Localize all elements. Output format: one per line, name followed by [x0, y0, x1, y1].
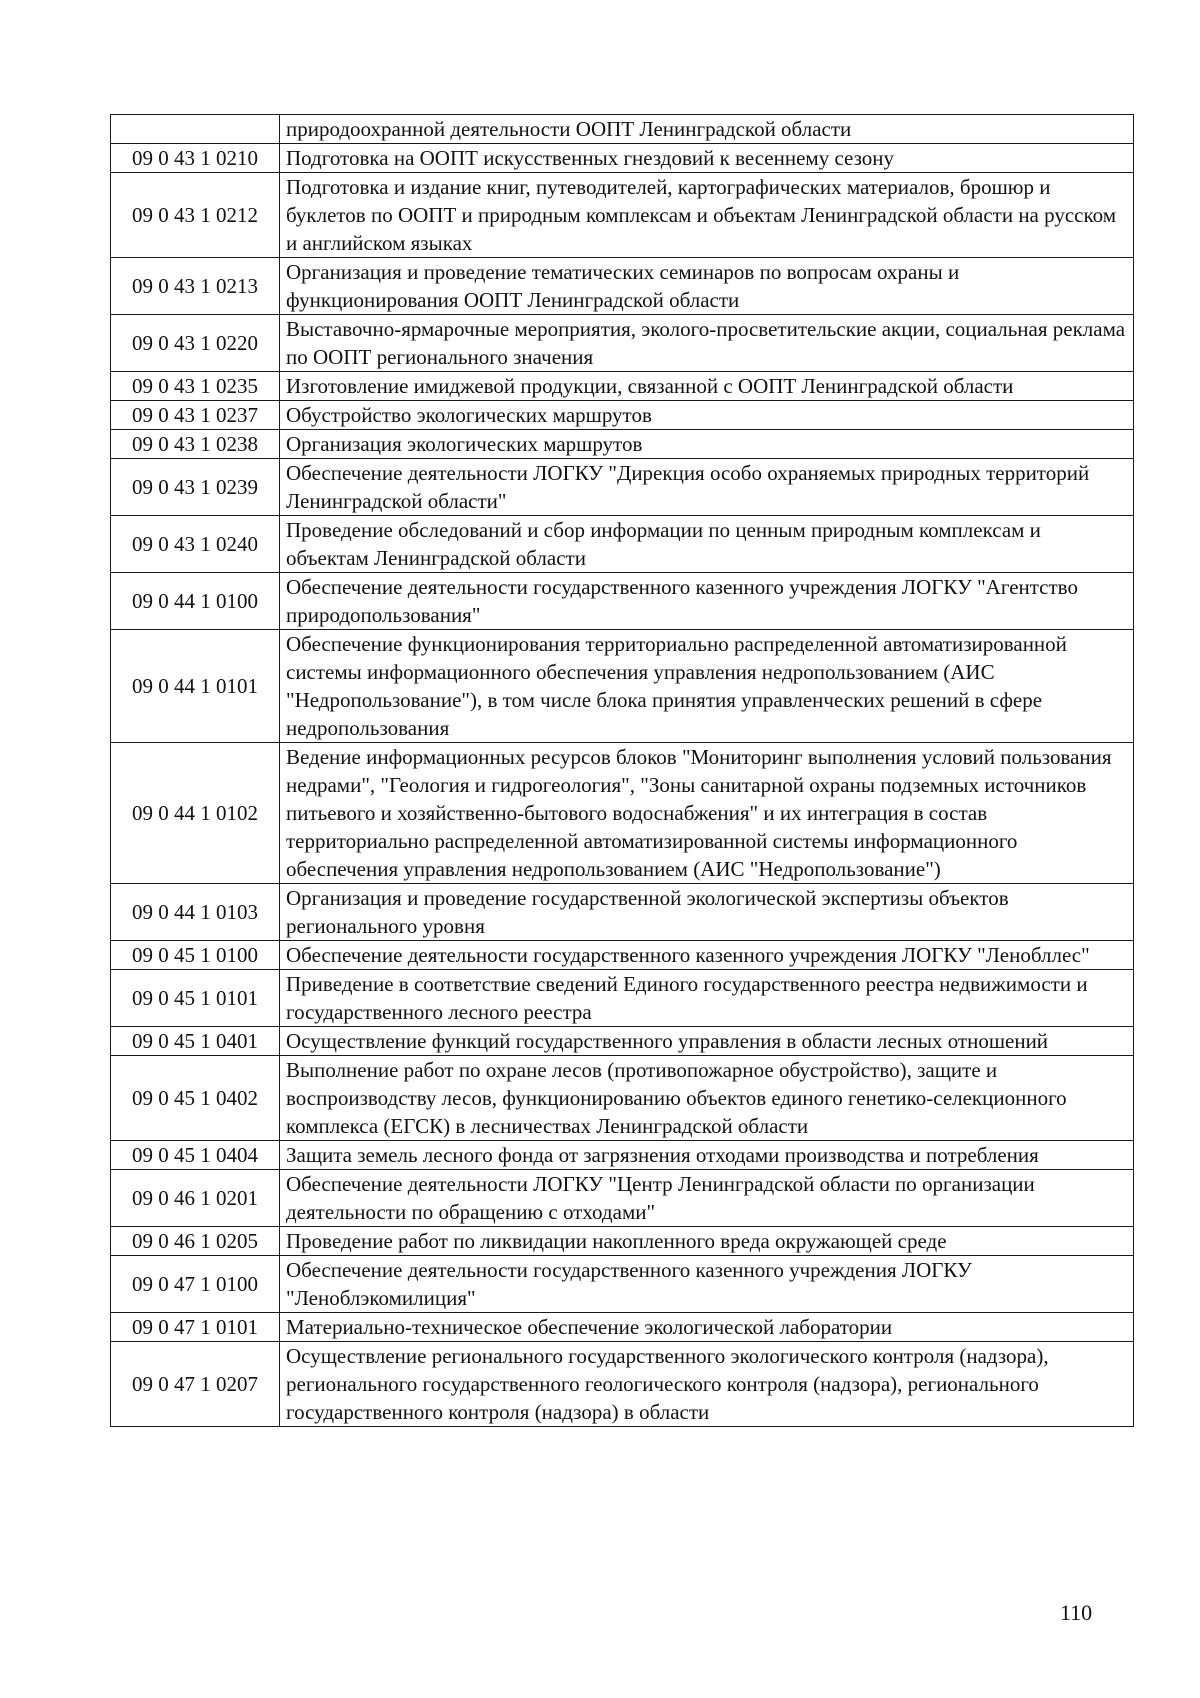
- row-code: 09 0 47 1 0101: [111, 1313, 280, 1342]
- row-code: 09 0 43 1 0220: [111, 315, 280, 372]
- row-description: Ведение информационных ресурсов блоков "Мониторинг выполнения условий пользования недрами", "Геология и гидрогеология", "Зоны санитарной охраны подземных источников питьевого и хозяйственно-бытового водоснабжения" и их интеграция в состав территориально распределенной автоматизированной системы информационного обеспечения управления недропользованием (АИС "Недропользование"): [280, 743, 1134, 884]
- page-number: 110: [1060, 1600, 1093, 1625]
- row-description: природоохранной деятельности ООПТ Ленинградской области: [280, 115, 1134, 144]
- table-row: [111, 1227, 1134, 1256]
- budget-code-table: [110, 114, 1134, 1427]
- row-description: Проведение работ по ликвидации накопленного вреда окружающей среде: [280, 1227, 1134, 1256]
- row-code: 09 0 44 1 0101: [111, 630, 280, 743]
- row-description: Изготовление имиджевой продукции, связанной с ООПТ Ленинградской области: [280, 372, 1134, 401]
- row-code: 09 0 43 1 0210: [111, 144, 280, 173]
- row-description: Обеспечение деятельности ЛОГКУ "Дирекция особо охраняемых природных территорий Ленинградской области": [280, 459, 1134, 516]
- row-code: 09 0 45 1 0101: [111, 970, 280, 1027]
- row-code: 09 0 44 1 0100: [111, 573, 280, 630]
- row-description: Осуществление функций государственного управления в области лесных отношений: [280, 1027, 1134, 1056]
- table-row: [111, 1313, 1134, 1342]
- row-description: Обеспечение деятельности государственного казенного учреждения ЛОГКУ "Агентство природопользования": [280, 573, 1134, 630]
- table-row: [111, 1256, 1134, 1313]
- table-row: [111, 115, 1134, 144]
- table-row: [111, 1056, 1134, 1141]
- row-code: 09 0 47 1 0100: [111, 1256, 280, 1313]
- row-description: Обеспечение деятельности ЛОГКУ "Центр Ленинградской области по организации деятельности по обращению с отходами": [280, 1170, 1134, 1227]
- table-row: [111, 516, 1134, 573]
- table-row: [111, 258, 1134, 315]
- table-row: [111, 573, 1134, 630]
- row-description: Подготовка и издание книг, путеводителей, картографических материалов, брошюр и буклетов по ООПТ и природным комплексам и объектам Ленинградской области на русском и английском языках: [280, 173, 1134, 258]
- row-code: 09 0 46 1 0205: [111, 1227, 280, 1256]
- table-row: [111, 1170, 1134, 1227]
- row-code: 09 0 43 1 0240: [111, 516, 280, 573]
- table-row: [111, 401, 1134, 430]
- row-code: 09 0 44 1 0103: [111, 884, 280, 941]
- row-description: Защита земель лесного фонда от загрязнения отходами производства и потребления: [280, 1141, 1134, 1170]
- row-description: Обеспечение функционирования территориально распределенной автоматизированной системы информационного обеспечения управления недропользованием (АИС "Недропользование"), в том числе блока принятия управленческих решений в сфере недропользования: [280, 630, 1134, 743]
- row-code: 09 0 44 1 0102: [111, 743, 280, 884]
- row-code: 09 0 43 1 0238: [111, 430, 280, 459]
- row-description: Приведение в соответствие сведений Единого государственного реестра недвижимости и государственного лесного реестра: [280, 970, 1134, 1027]
- row-description: Обеспечение деятельности государственного казенного учреждения ЛОГКУ "Леноблэкомилиция": [280, 1256, 1134, 1313]
- row-code: 09 0 45 1 0402: [111, 1056, 280, 1141]
- table-row: [111, 743, 1134, 884]
- table-row: [111, 1141, 1134, 1170]
- row-code: 09 0 43 1 0239: [111, 459, 280, 516]
- row-description: Обеспечение деятельности государственного казенного учреждения ЛОГКУ "Ленобллес": [280, 941, 1134, 970]
- row-code: 09 0 43 1 0235: [111, 372, 280, 401]
- table-row: [111, 884, 1134, 941]
- row-description: Организация и проведение государственной экологической экспертизы объектов регионального уровня: [280, 884, 1134, 941]
- row-description: Обустройство экологических маршрутов: [280, 401, 1134, 430]
- row-description: Организация экологических маршрутов: [280, 430, 1134, 459]
- row-code: 09 0 43 1 0213: [111, 258, 280, 315]
- row-description: Выставочно-ярмарочные мероприятия, эколого-просветительские акции, социальная реклама по ООПТ регионального значения: [280, 315, 1134, 372]
- table-row: [111, 1027, 1134, 1056]
- table-row: [111, 372, 1134, 401]
- table-row: [111, 1342, 1134, 1427]
- row-description: Подготовка на ООПТ искусственных гнездовий к весеннему сезону: [280, 144, 1134, 173]
- row-code: 09 0 45 1 0404: [111, 1141, 280, 1170]
- table-row: [111, 459, 1134, 516]
- table-row: [111, 144, 1134, 173]
- table-row: [111, 430, 1134, 459]
- table-row: [111, 970, 1134, 1027]
- row-code: 09 0 45 1 0100: [111, 941, 280, 970]
- row-description: Материально-техническое обеспечение экологической лаборатории: [280, 1313, 1134, 1342]
- row-code: 09 0 45 1 0401: [111, 1027, 280, 1056]
- row-description: Осуществление регионального государственного экологического контроля (надзора), регионального государственного геологического контроля (надзора), регионального государственного контроля (надзора) в области: [280, 1342, 1134, 1427]
- row-code: 09 0 46 1 0201: [111, 1170, 280, 1227]
- row-code: [111, 115, 280, 144]
- row-code: 09 0 43 1 0237: [111, 401, 280, 430]
- row-code: 09 0 47 1 0207: [111, 1342, 280, 1427]
- table-row: [111, 315, 1134, 372]
- row-description: Организация и проведение тематических семинаров по вопросам охраны и функционирования ООПТ Ленинградской области: [280, 258, 1134, 315]
- table-body: [111, 115, 1134, 1427]
- row-code: 09 0 43 1 0212: [111, 173, 280, 258]
- table-row: [111, 630, 1134, 743]
- row-description: Выполнение работ по охране лесов (противопожарное обустройство), защите и воспроизводству лесов, функционированию объектов единого генетико-селекционного комплекса (ЕГСК) в лесничествах Ленинградской области: [280, 1056, 1134, 1141]
- row-description: Проведение обследований и сбор информации по ценным природным комплексам и объектам Ленинградской области: [280, 516, 1134, 573]
- table-row: [111, 941, 1134, 970]
- table-row: [111, 173, 1134, 258]
